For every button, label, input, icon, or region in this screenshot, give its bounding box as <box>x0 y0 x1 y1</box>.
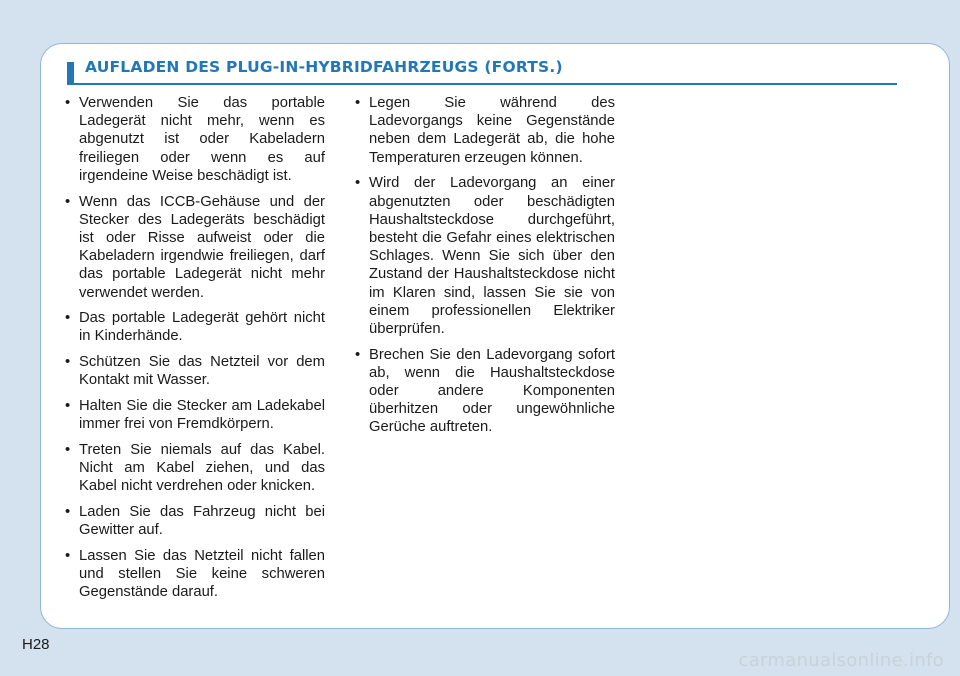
bullet-item <box>353 346 615 437</box>
bullet-marker: • <box>355 346 361 363</box>
page-number: H28 <box>22 636 50 653</box>
bullet-text: Lassen Sie das Netzteil nicht fallen und stellen Sie keine schweren Gegenstände darauf. <box>79 547 325 601</box>
bullet-marker: • <box>65 547 71 564</box>
bullet-text: Treten Sie niemals auf das Kabel. Nicht am Kabel ziehen, und das Kabel nicht verdrehen oder knicken. <box>79 441 325 495</box>
watermark-text[interactable]: carmanualsonline.info <box>738 650 944 671</box>
bullet-text: Wird der Ladevorgang an einer abgenutzten oder beschädigten Haushaltsteckdose durchgeführt, besteht die Gefahr eines elektrischen Schlages. Wenn Sie sich über den Zustand der Haushaltsteckdose nicht im Klaren sind, lassen Sie sie von einem professionellen Elektriker überprüfen. <box>369 175 615 337</box>
bullet-text: Halten Sie die Stecker am Ladekabel immer frei von Fremdkörpern. <box>79 398 325 433</box>
right-column <box>353 94 615 444</box>
bullet-marker: • <box>65 398 71 415</box>
bullet-text: Schützen Sie das Netzteil vor dem Kontakt mit Wasser. <box>79 354 325 389</box>
bullet-marker: • <box>65 504 71 521</box>
left-column <box>63 94 325 609</box>
bullet-marker: • <box>65 354 71 371</box>
bullet-text: Brechen Sie den Ladevorgang sofort ab, wenn die Haushaltsteckdose oder andere Komponenten überhitzen oder ungewöhnliche Gerüche auftreten. <box>369 346 615 436</box>
bullet-marker: • <box>65 95 71 111</box>
bullet-text: Wenn das ICCB-Gehäuse und der Stecker des Ladegeräts beschädigt ist oder Risse aufweist oder die Kabeladern irgendwie freiliegen, darf das portable Ladegerät nicht mehr verwendet werden. <box>79 193 325 301</box>
bullet-item <box>63 397 325 433</box>
header-accent-bar <box>67 62 74 83</box>
bullet-list-left <box>63 94 325 602</box>
bullet-item <box>63 503 325 539</box>
bullet-marker: • <box>65 441 71 458</box>
bullet-item <box>63 547 325 602</box>
bullet-text: Das portable Ladegerät gehört nicht in Kinderhände. <box>79 310 325 345</box>
bullet-item <box>63 193 325 302</box>
bullet-marker: • <box>355 95 361 111</box>
bullet-item <box>353 94 615 167</box>
bullet-text: Verwenden Sie das portable Ladegerät nicht mehr, wenn es abgenutzt ist oder Kabeladern freiliegen oder wenn es auf irgendeine Weise beschädigt ist. <box>79 95 325 184</box>
bullet-marker: • <box>355 175 361 192</box>
bullet-item <box>63 94 325 185</box>
section-title: AUFLADEN DES PLUG-IN-HYBRIDFAHRZEUGS (FORTS.) <box>85 58 563 76</box>
bullet-text: Legen Sie während des Ladevorgangs keine Gegenstände neben dem Ladegerät ab, die hohe Temperaturen erzeugen können. <box>369 95 615 166</box>
bullet-list-right <box>353 94 615 437</box>
section-header <box>67 57 897 85</box>
bullet-marker: • <box>65 193 71 210</box>
bullet-item <box>353 174 615 338</box>
bullet-item <box>63 353 325 389</box>
bullet-marker: • <box>65 310 71 327</box>
page-panel <box>40 43 950 629</box>
bullet-item <box>63 309 325 345</box>
bullet-text: Laden Sie das Fahrzeug nicht bei Gewitter auf. <box>79 504 325 539</box>
bullet-item <box>63 441 325 496</box>
